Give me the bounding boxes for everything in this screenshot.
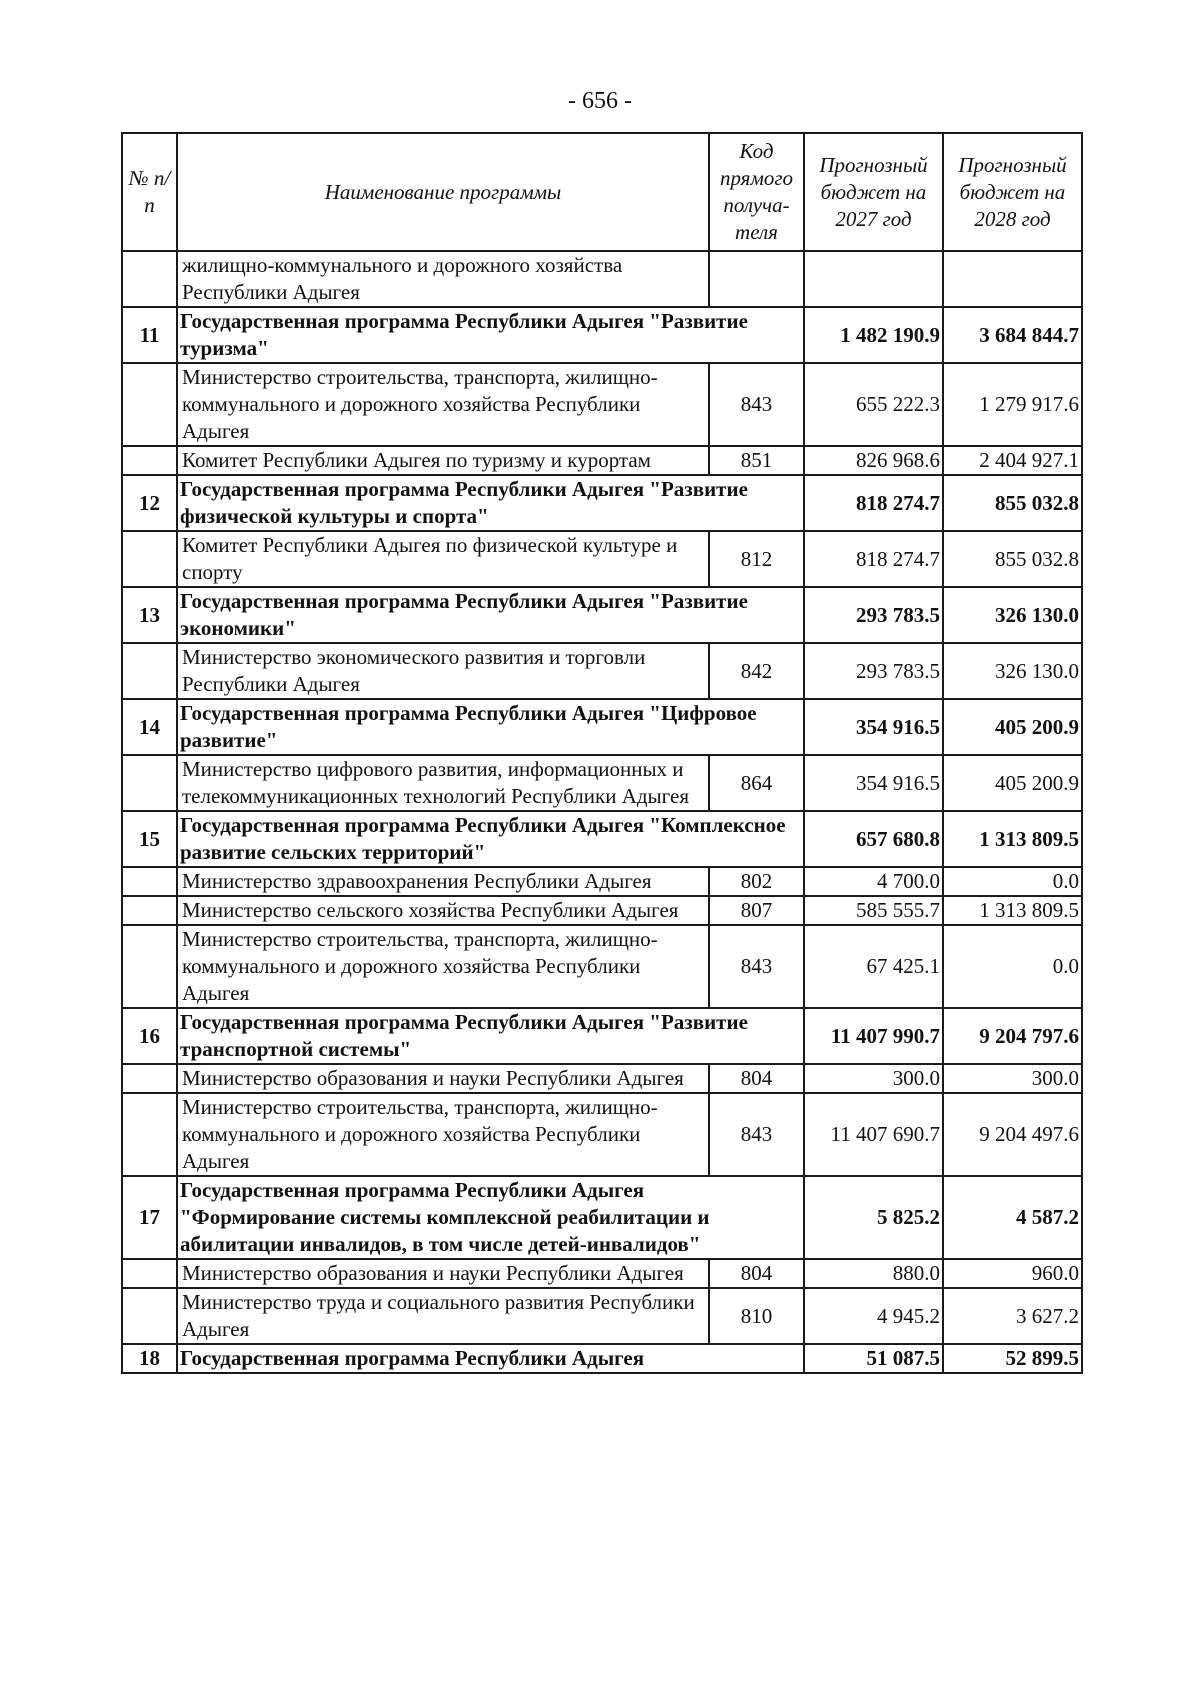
row-budget-2028: 855 032.8 [943, 475, 1082, 531]
row-budget-2028 [943, 251, 1082, 307]
program-row [122, 307, 1082, 363]
page-number: - 656 - [568, 88, 632, 114]
row-name: Министерство строительства, транспорта, жилищно-коммунального и дорожного хозяйства Республики Адыгея [177, 925, 709, 1008]
row-budget-2028: 300.0 [943, 1064, 1082, 1093]
row-number [122, 446, 177, 475]
row-budget-2028: 2 404 927.1 [943, 446, 1082, 475]
row-budget-2028: 0.0 [943, 925, 1082, 1008]
row-name: Государственная программа Республики Адыгея "Цифровое развитие" [177, 699, 804, 755]
row-number [122, 531, 177, 587]
row-code: 802 [709, 867, 804, 896]
row-budget-2027: 11 407 690.7 [804, 1093, 943, 1176]
agency-row [122, 363, 1082, 446]
program-row [122, 1344, 1082, 1373]
row-name: Министерство строительства, транспорта, жилищно-коммунального и дорожного хозяйства Республики Адыгея [177, 1093, 709, 1176]
program-row [122, 1008, 1082, 1064]
row-budget-2027 [804, 251, 943, 307]
row-code: 864 [709, 755, 804, 811]
agency-row [122, 643, 1082, 699]
row-number: 18 [122, 1344, 177, 1373]
row-code: 842 [709, 643, 804, 699]
row-number: 15 [122, 811, 177, 867]
row-code: 804 [709, 1259, 804, 1288]
header-name: Наименование программы [177, 133, 709, 251]
row-budget-2027: 1 482 190.9 [804, 307, 943, 363]
budget-table [121, 132, 1083, 1374]
row-budget-2028: 9 204 797.6 [943, 1008, 1082, 1064]
row-name: Комитет Республики Адыгея по туризму и курортам [177, 446, 709, 475]
row-name: Министерство образования и науки Республики Адыгея [177, 1259, 709, 1288]
row-name: жилищно-коммунального и дорожного хозяйства Республики Адыгея [177, 251, 709, 307]
row-budget-2028: 960.0 [943, 1259, 1082, 1288]
row-name: Государственная программа Республики Адыгея "Комплексное развитие сельских территорий" [177, 811, 804, 867]
row-budget-2027: 300.0 [804, 1064, 943, 1093]
row-number [122, 251, 177, 307]
row-name: Государственная программа Республики Адыгея [177, 1344, 804, 1373]
row-number [122, 896, 177, 925]
row-name: Министерство строительства, транспорта, жилищно-коммунального и дорожного хозяйства Республики Адыгея [177, 363, 709, 446]
row-budget-2027: 354 916.5 [804, 699, 943, 755]
table-body [122, 251, 1082, 1373]
row-number [122, 1093, 177, 1176]
agency-row [122, 867, 1082, 896]
row-name: Министерство сельского хозяйства Республики Адыгея [177, 896, 709, 925]
row-code: 843 [709, 1093, 804, 1176]
agency-row [122, 925, 1082, 1008]
row-budget-2027: 4 700.0 [804, 867, 943, 896]
row-code: 804 [709, 1064, 804, 1093]
row-budget-2028: 3 684 844.7 [943, 307, 1082, 363]
row-budget-2027: 4 945.2 [804, 1288, 943, 1344]
row-name: Министерство экономического развития и торговли Республики Адыгея [177, 643, 709, 699]
row-number: 16 [122, 1008, 177, 1064]
row-code: 851 [709, 446, 804, 475]
program-row [122, 699, 1082, 755]
row-budget-2028: 0.0 [943, 867, 1082, 896]
row-budget-2028: 1 279 917.6 [943, 363, 1082, 446]
row-code: 843 [709, 925, 804, 1008]
row-name: Министерство здравоохранения Республики Адыгея [177, 867, 709, 896]
row-budget-2028: 52 899.5 [943, 1344, 1082, 1373]
row-budget-2027: 826 968.6 [804, 446, 943, 475]
header-budget-2027: Прогнозный бюджет на 2027 год [804, 133, 943, 251]
program-row [122, 475, 1082, 531]
row-budget-2027: 293 783.5 [804, 643, 943, 699]
row-number [122, 363, 177, 446]
row-budget-2028: 3 627.2 [943, 1288, 1082, 1344]
row-budget-2027: 51 087.5 [804, 1344, 943, 1373]
row-number [122, 1288, 177, 1344]
row-name: Государственная программа Республики Адыгея "Развитие экономики" [177, 587, 804, 643]
agency-row [122, 1064, 1082, 1093]
agency-row [122, 1259, 1082, 1288]
program-row [122, 811, 1082, 867]
row-budget-2027: 11 407 990.7 [804, 1008, 943, 1064]
row-number [122, 867, 177, 896]
row-budget-2028: 1 313 809.5 [943, 896, 1082, 925]
row-budget-2027: 293 783.5 [804, 587, 943, 643]
row-name: Министерство цифрового развития, информационных и телекоммуникационных технологий Республики Адыгея [177, 755, 709, 811]
row-code: 843 [709, 363, 804, 446]
program-row [122, 1176, 1082, 1259]
row-number: 11 [122, 307, 177, 363]
header-budget-2028: Прогнозный бюджет на 2028 год [943, 133, 1082, 251]
row-budget-2028: 1 313 809.5 [943, 811, 1082, 867]
row-code: 810 [709, 1288, 804, 1344]
row-number [122, 1064, 177, 1093]
row-number [122, 1259, 177, 1288]
row-name: Государственная программа Республики Адыгея "Формирование системы комплексной реабилитации и абилитации инвалидов, в том числе детей-инвалидов" [177, 1176, 804, 1259]
agency-row [122, 251, 1082, 307]
row-budget-2027: 354 916.5 [804, 755, 943, 811]
row-name: Министерство труда и социального развития Республики Адыгея [177, 1288, 709, 1344]
agency-row [122, 896, 1082, 925]
agency-row [122, 531, 1082, 587]
row-name: Государственная программа Республики Адыгея "Развитие транспортной системы" [177, 1008, 804, 1064]
header-num: № п/п [122, 133, 177, 251]
row-number [122, 755, 177, 811]
row-budget-2027: 818 274.7 [804, 531, 943, 587]
row-budget-2028: 405 200.9 [943, 755, 1082, 811]
row-number: 14 [122, 699, 177, 755]
row-budget-2027: 585 555.7 [804, 896, 943, 925]
row-budget-2028: 4 587.2 [943, 1176, 1082, 1259]
row-code: 812 [709, 531, 804, 587]
header-code: Код прямого получа-теля [709, 133, 804, 251]
row-number: 13 [122, 587, 177, 643]
table-header-row [122, 133, 1082, 251]
row-budget-2027: 657 680.8 [804, 811, 943, 867]
row-budget-2028: 326 130.0 [943, 643, 1082, 699]
program-row [122, 587, 1082, 643]
row-budget-2027: 67 425.1 [804, 925, 943, 1008]
row-budget-2028: 326 130.0 [943, 587, 1082, 643]
row-budget-2027: 880.0 [804, 1259, 943, 1288]
row-name: Комитет Республики Адыгея по физической культуре и спорту [177, 531, 709, 587]
agency-row [122, 1288, 1082, 1344]
agency-row [122, 1093, 1082, 1176]
row-budget-2028: 405 200.9 [943, 699, 1082, 755]
row-number [122, 925, 177, 1008]
row-budget-2027: 655 222.3 [804, 363, 943, 446]
row-name: Государственная программа Республики Адыгея "Развитие физической культуры и спорта" [177, 475, 804, 531]
agency-row [122, 446, 1082, 475]
row-number [122, 643, 177, 699]
row-budget-2027: 5 825.2 [804, 1176, 943, 1259]
row-name: Министерство образования и науки Республики Адыгея [177, 1064, 709, 1093]
row-budget-2027: 818 274.7 [804, 475, 943, 531]
row-budget-2028: 855 032.8 [943, 531, 1082, 587]
row-name: Государственная программа Республики Адыгея "Развитие туризма" [177, 307, 804, 363]
row-number: 17 [122, 1176, 177, 1259]
row-number: 12 [122, 475, 177, 531]
agency-row [122, 755, 1082, 811]
row-budget-2028: 9 204 497.6 [943, 1093, 1082, 1176]
row-code [709, 251, 804, 307]
row-code: 807 [709, 896, 804, 925]
